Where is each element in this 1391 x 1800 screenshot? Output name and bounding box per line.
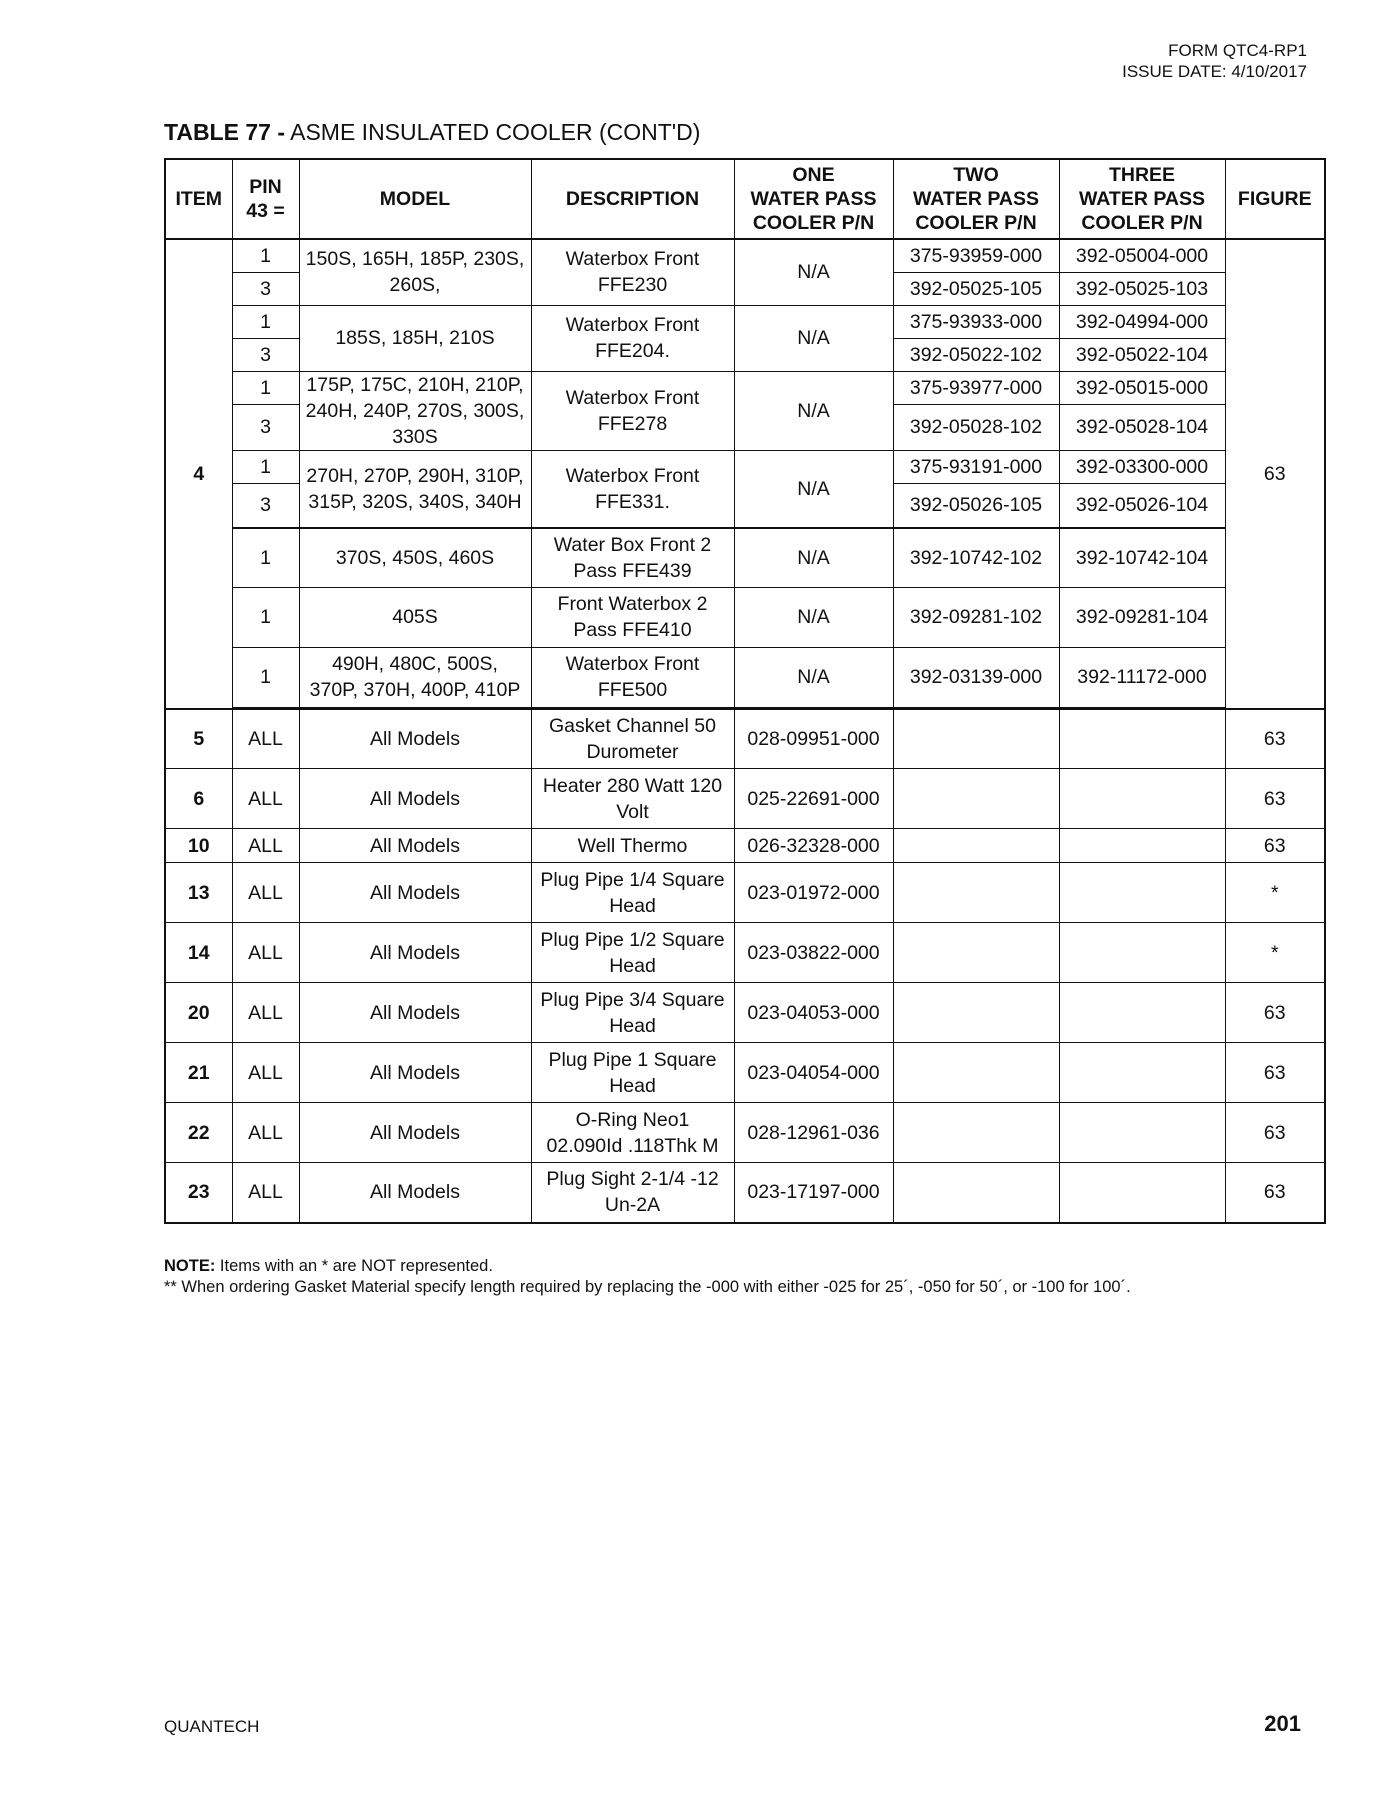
three-pass-cell: [1059, 923, 1225, 983]
description-cell: Waterbox Front FFE230: [531, 239, 734, 305]
description-cell: Waterbox Front FFE331.: [531, 450, 734, 527]
three-pass-cell: [1059, 829, 1225, 863]
pin-cell: ALL: [232, 983, 299, 1043]
two-pass-cell: 392-05028-102: [893, 405, 1059, 450]
col-pin-line1: PIN: [249, 176, 282, 198]
model-cell: All Models: [299, 1103, 531, 1163]
two-pass-cell: 392-09281-102: [893, 587, 1059, 647]
item-cell: 6: [165, 769, 232, 829]
two-pass-cell: 375-93959-000: [893, 239, 1059, 272]
two-pass-cell: 375-93191-000: [893, 450, 1059, 483]
model-cell: All Models: [299, 923, 531, 983]
table-row: [165, 769, 1325, 829]
pin-cell: ALL: [232, 829, 299, 863]
three-pass-cell: [1059, 709, 1225, 769]
table-number: TABLE 77 -: [164, 119, 285, 145]
parts-table: [164, 158, 1326, 1224]
figure-cell: 63: [1225, 709, 1325, 769]
col-three-line2: WATER PASS: [1078, 188, 1206, 210]
pin-cell: ALL: [232, 1043, 299, 1103]
table-row: [165, 371, 1325, 405]
three-pass-cell: 392-11172-000: [1059, 647, 1225, 707]
col-two-pass: [893, 159, 1059, 239]
form-id: FORM QTC4-RP1: [1168, 41, 1307, 60]
pin-cell: ALL: [232, 1163, 299, 1223]
one-pass-cell: N/A: [734, 528, 893, 587]
item-cell: 22: [165, 1103, 232, 1163]
col-three-pass: [1059, 159, 1225, 239]
table-row: [165, 239, 1325, 272]
model-cell: All Models: [299, 983, 531, 1043]
three-pass-cell: 392-05025-103: [1059, 272, 1225, 305]
pin-cell: 3: [232, 405, 299, 450]
model-cell: 150S, 165H, 185P, 230S, 260S,: [299, 239, 531, 305]
pin-cell: 1: [232, 587, 299, 647]
figure-cell: 63: [1225, 239, 1325, 709]
two-pass-cell: [893, 769, 1059, 829]
col-one-line1: ONE: [792, 164, 835, 186]
pin-cell: 1: [232, 239, 299, 272]
table-row: [165, 863, 1325, 923]
two-pass-cell: 375-93977-000: [893, 371, 1059, 405]
one-pass-cell: 023-04053-000: [734, 983, 893, 1043]
table-row: [165, 1103, 1325, 1163]
two-pass-cell: [893, 983, 1059, 1043]
one-pass-cell: N/A: [734, 239, 893, 305]
col-one-line2: WATER PASS: [750, 188, 877, 210]
description-cell: Plug Pipe 3/4 Square Head: [531, 983, 734, 1043]
two-pass-cell: 392-05022-102: [893, 338, 1059, 371]
description-cell: Front Waterbox 2 Pass FFE410: [531, 587, 734, 647]
col-one-line3: COOLER P/N: [752, 212, 875, 234]
model-cell: 185S, 185H, 210S: [299, 305, 531, 371]
description-cell: Waterbox Front FFE204.: [531, 305, 734, 371]
description-cell: Plug Pipe 1/2 Square Head: [531, 923, 734, 983]
one-pass-cell: N/A: [734, 305, 893, 371]
item-cell: 13: [165, 863, 232, 923]
pin-cell: 3: [232, 272, 299, 305]
col-two-line2: WATER PASS: [912, 188, 1040, 210]
col-pin-line2: 43 =: [246, 200, 285, 222]
figure-cell: 63: [1225, 1163, 1325, 1223]
table-row: [165, 923, 1325, 983]
description-cell: Gasket Channel 50 Durometer: [531, 709, 734, 769]
two-pass-cell: [893, 863, 1059, 923]
one-pass-cell: N/A: [734, 647, 893, 707]
issue-date: ISSUE DATE: 4/10/2017: [1122, 62, 1307, 81]
table-row: [165, 647, 1325, 707]
three-pass-cell: [1059, 1163, 1225, 1223]
two-pass-cell: 392-05026-105: [893, 483, 1059, 527]
figure-cell: 63: [1225, 1103, 1325, 1163]
footer-brand: QUANTECH: [164, 1717, 260, 1736]
item-cell: 23: [165, 1163, 232, 1223]
description-cell: Plug Pipe 1 Square Head: [531, 1043, 734, 1103]
item-cell: 4: [165, 239, 232, 709]
description-cell: Plug Sight 2-1/4 -12 Un-2A: [531, 1163, 734, 1223]
figure-cell: 63: [1225, 983, 1325, 1043]
item-cell: 21: [165, 1043, 232, 1103]
table-row: [165, 983, 1325, 1043]
description-cell: Heater 280 Watt 120 Volt: [531, 769, 734, 829]
col-figure: FIGURE: [1225, 159, 1325, 239]
model-cell: All Models: [299, 829, 531, 863]
model-cell: 370S, 450S, 460S: [299, 528, 531, 587]
notes: [164, 1256, 1131, 1298]
description-cell: Plug Pipe 1/4 Square Head: [531, 863, 734, 923]
figure-cell: 63: [1225, 769, 1325, 829]
two-pass-cell: 375-93933-000: [893, 305, 1059, 338]
pin-cell: 3: [232, 338, 299, 371]
description-cell: Well Thermo: [531, 829, 734, 863]
col-description: DESCRIPTION: [531, 159, 734, 239]
two-pass-cell: 392-10742-102: [893, 528, 1059, 587]
two-pass-cell: [893, 829, 1059, 863]
figure-cell: *: [1225, 923, 1325, 983]
page-number: 201: [1264, 1711, 1301, 1736]
col-model: MODEL: [299, 159, 531, 239]
item-cell: 14: [165, 923, 232, 983]
one-pass-cell: 023-03822-000: [734, 923, 893, 983]
one-pass-cell: N/A: [734, 587, 893, 647]
three-pass-cell: [1059, 1103, 1225, 1163]
figure-cell: 63: [1225, 829, 1325, 863]
table-row: [165, 450, 1325, 483]
note-text-1: Items with an * are NOT represented.: [215, 1257, 493, 1275]
table-row: [165, 587, 1325, 647]
model-cell: 490H, 480C, 500S, 370P, 370H, 400P, 410P: [299, 647, 531, 707]
item-cell: 10: [165, 829, 232, 863]
description-cell: Waterbox Front FFE278: [531, 371, 734, 450]
description-cell: Waterbox Front FFE500: [531, 647, 734, 707]
pin-cell: ALL: [232, 863, 299, 923]
note-label: NOTE:: [164, 1257, 216, 1275]
three-pass-cell: [1059, 863, 1225, 923]
pin-cell: 1: [232, 450, 299, 483]
three-pass-cell: [1059, 769, 1225, 829]
col-three-line3: COOLER P/N: [1081, 212, 1203, 234]
figure-cell: 63: [1225, 1043, 1325, 1103]
table-row: [165, 1043, 1325, 1103]
table-title: [164, 118, 700, 146]
three-pass-cell: 392-10742-104: [1059, 528, 1225, 587]
two-pass-cell: [893, 1163, 1059, 1223]
two-pass-cell: 392-05025-105: [893, 272, 1059, 305]
pin-cell: ALL: [232, 709, 299, 769]
item-cell: 5: [165, 709, 232, 769]
three-pass-cell: 392-05015-000: [1059, 371, 1225, 405]
figure-cell: *: [1225, 863, 1325, 923]
col-two-line1: TWO: [953, 164, 999, 186]
three-pass-cell: [1059, 1043, 1225, 1103]
two-pass-cell: [893, 923, 1059, 983]
table-title-text: ASME INSULATED COOLER (CONT'D): [284, 119, 701, 145]
model-cell: All Models: [299, 709, 531, 769]
three-pass-cell: 392-05026-104: [1059, 483, 1225, 527]
col-pin: [232, 159, 299, 239]
one-pass-cell: 023-04054-000: [734, 1043, 893, 1103]
col-one-pass: [734, 159, 893, 239]
pin-cell: ALL: [232, 923, 299, 983]
table-row: [165, 305, 1325, 338]
model-cell: 175P, 175C, 210H, 210P, 240H, 240P, 270S, 300S, 330S: [299, 371, 531, 450]
pin-cell: ALL: [232, 1103, 299, 1163]
description-cell: Water Box Front 2 Pass FFE439: [531, 528, 734, 587]
one-pass-cell: N/A: [734, 450, 893, 527]
model-cell: All Models: [299, 863, 531, 923]
item-cell: 20: [165, 983, 232, 1043]
model-cell: All Models: [299, 769, 531, 829]
table-row: [165, 1163, 1325, 1223]
two-pass-cell: [893, 1043, 1059, 1103]
one-pass-cell: 023-17197-000: [734, 1163, 893, 1223]
col-two-line3: COOLER P/N: [915, 212, 1037, 234]
two-pass-cell: [893, 709, 1059, 769]
three-pass-cell: 392-09281-104: [1059, 587, 1225, 647]
one-pass-cell: 023-01972-000: [734, 863, 893, 923]
two-pass-cell: 392-03139-000: [893, 647, 1059, 707]
col-item: ITEM: [165, 159, 232, 239]
one-pass-cell: 025-22691-000: [734, 769, 893, 829]
one-pass-cell: N/A: [734, 371, 893, 450]
three-pass-cell: 392-05022-104: [1059, 338, 1225, 371]
header-row: [165, 159, 1325, 239]
col-three-line1: THREE: [1108, 164, 1176, 186]
pin-cell: 1: [232, 528, 299, 587]
model-cell: All Models: [299, 1043, 531, 1103]
model-cell: All Models: [299, 1163, 531, 1223]
three-pass-cell: 392-05028-104: [1059, 405, 1225, 450]
three-pass-cell: [1059, 983, 1225, 1043]
two-pass-cell: [893, 1103, 1059, 1163]
table-row: [165, 709, 1325, 769]
three-pass-cell: 392-05004-000: [1059, 239, 1225, 272]
note-line-1: [164, 1256, 1131, 1277]
table-row: [165, 528, 1325, 587]
pin-cell: ALL: [232, 769, 299, 829]
model-cell: 270H, 270P, 290H, 310P, 315P, 320S, 340S, 340H: [299, 450, 531, 527]
note-line-2: ** When ordering Gasket Material specify length required by replacing the -000 with either -025 for 25´, -050 for 50´, or -100 for 100´.: [164, 1278, 1131, 1296]
pin-cell: 1: [232, 647, 299, 707]
pin-cell: 1: [232, 305, 299, 338]
model-cell: 405S: [299, 587, 531, 647]
one-pass-cell: 028-12961-036: [734, 1103, 893, 1163]
one-pass-cell: 026-32328-000: [734, 829, 893, 863]
form-header: [1122, 40, 1307, 82]
pin-cell: 3: [232, 483, 299, 527]
three-pass-cell: 392-03300-000: [1059, 450, 1225, 483]
description-cell: O-Ring Neo1 02.090Id .118Thk M: [531, 1103, 734, 1163]
table-row: [165, 829, 1325, 863]
one-pass-cell: 028-09951-000: [734, 709, 893, 769]
three-pass-cell: 392-04994-000: [1059, 305, 1225, 338]
pin-cell: 1: [232, 371, 299, 405]
